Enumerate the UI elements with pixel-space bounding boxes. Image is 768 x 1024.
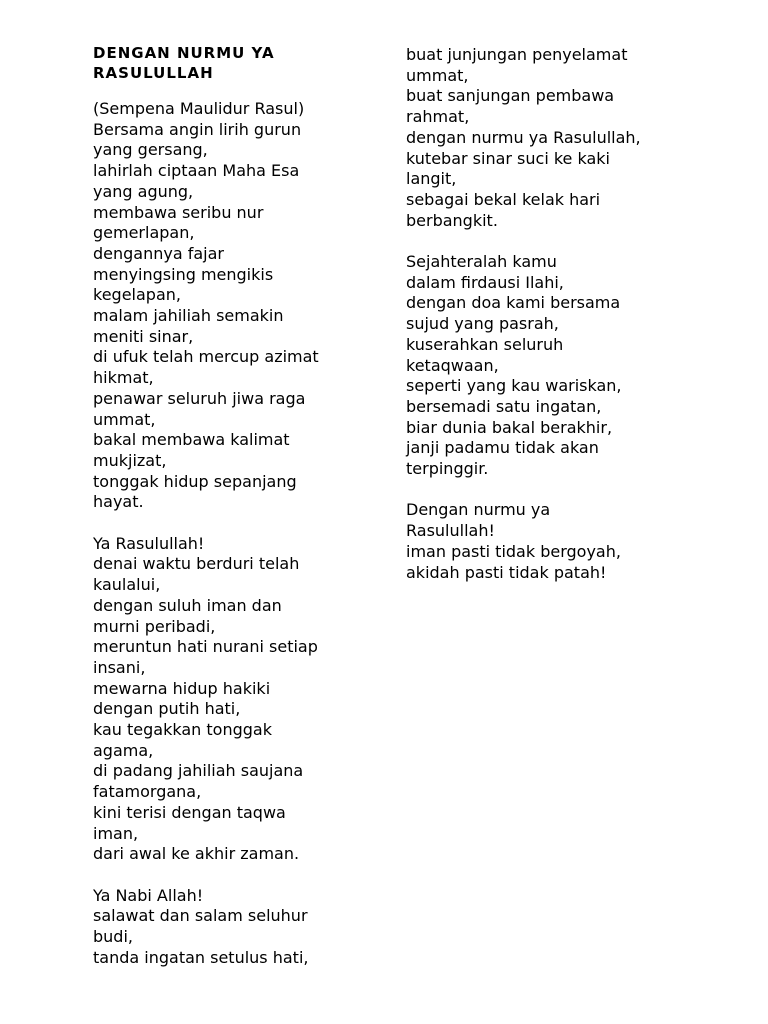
poem-line: janji padamu tidak akan: [406, 438, 599, 458]
poem-line: Rasulullah!: [406, 521, 495, 541]
stanza: [93, 534, 393, 865]
poem-line: meniti sinar,: [93, 326, 194, 346]
poem-line: hikmat,: [93, 368, 154, 388]
right-column: [406, 45, 746, 583]
poem-line: ummat,: [93, 409, 156, 429]
poem-line: hayat.: [93, 492, 144, 512]
poem-line: dari awal ke akhir zaman.: [93, 844, 300, 864]
poem-line: terpinggir.: [406, 459, 489, 479]
poem-line: agama,: [93, 740, 154, 760]
poem-line: berbangkit.: [406, 210, 498, 230]
stanza: [406, 500, 746, 583]
poem-line: fatamorgana,: [93, 782, 202, 802]
poem-line: menyingsing mengikis: [93, 264, 274, 284]
poem-line: dengan nurmu ya Rasulullah,: [406, 127, 641, 147]
poem-line: ummat,: [406, 65, 469, 85]
poem-line: bersemadi satu ingatan,: [406, 396, 602, 416]
poem-line: (Sempena Maulidur Rasul): [93, 99, 305, 118]
poem-line: Dengan nurmu ya: [406, 500, 551, 520]
poem-line: sujud yang pasrah,: [406, 314, 559, 334]
poem-line: dengan suluh iman dan: [93, 595, 282, 615]
poem-line: tanda ingatan setulus hati,: [93, 947, 309, 967]
poem-line: biar dunia bakal berakhir,: [406, 417, 613, 437]
poem-line: penawar seluruh jiwa raga: [93, 388, 306, 408]
stanza: [406, 252, 746, 480]
poem-line: ketaqwaan,: [406, 355, 499, 375]
poem-line: kini terisi dengan taqwa: [93, 802, 286, 822]
poem-line: tonggak hidup sepanjang: [93, 471, 297, 491]
poem-line: di padang jahiliah saujana: [93, 761, 304, 781]
poem-line: sebagai bekal kelak hari: [406, 189, 601, 209]
poem-line: yang agung,: [93, 181, 194, 201]
poem-line: meruntun hati nurani setiap: [93, 637, 318, 657]
poem-title: [93, 43, 393, 83]
poem-line: salawat dan salam seluhur: [93, 906, 308, 926]
poem-line: dalam firdausi Ilahi,: [406, 272, 564, 292]
poem-line: budi,: [93, 927, 133, 947]
poem-line: Sejahteralah kamu: [406, 252, 557, 272]
title-line: RASULULLAH: [93, 64, 214, 82]
poem-line: yang gersang,: [93, 140, 208, 160]
poem-line: di ufuk telah mercup azimat: [93, 347, 319, 367]
poem-line: lahirlah ciptaan Maha Esa: [93, 161, 300, 181]
poem-line: insani,: [93, 657, 146, 677]
poem-line: bakal membawa kalimat: [93, 430, 290, 450]
poem-line: akidah pasti tidak patah!: [406, 562, 607, 582]
poem-line: Ya Nabi Allah!: [93, 885, 204, 905]
poem-line: gemerlapan,: [93, 223, 195, 243]
poem-line: dengan putih hati,: [93, 699, 241, 719]
poem-line: iman,: [93, 823, 139, 843]
poem-line: mukjizat,: [93, 450, 167, 470]
poem-line: langit,: [406, 169, 457, 189]
poem-line: Bersama angin lirih gurun: [93, 119, 302, 139]
poem-line: dengannya fajar: [93, 243, 225, 263]
stanza: [93, 99, 393, 513]
poem-line: kutebar sinar suci ke kaki: [406, 148, 610, 168]
poem-line: membawa seribu nur: [93, 202, 264, 222]
poem-line: Ya Rasulullah!: [93, 533, 205, 553]
poem-line: iman pasti tidak bergoyah,: [406, 541, 621, 561]
title-line: DENGAN NURMU YA: [93, 44, 275, 62]
poem-line: buat sanjungan pembawa: [406, 86, 615, 106]
poem-line: mewarna hidup hakiki: [93, 678, 271, 698]
poem-line: kegelapan,: [93, 285, 181, 305]
poem-line: denai waktu berduri telah: [93, 554, 300, 574]
poem-line: buat junjungan penyelamat: [406, 45, 628, 64]
left-column: [93, 43, 393, 969]
poem-line: murni peribadi,: [93, 616, 216, 636]
poem-line: kuserahkan seluruh: [406, 334, 564, 354]
stanza: [406, 45, 746, 231]
poem-line: kau tegakkan tonggak: [93, 720, 272, 740]
poem-line: malam jahiliah semakin: [93, 306, 284, 326]
poem-line: kaulalui,: [93, 575, 161, 595]
poem-line: dengan doa kami bersama: [406, 293, 621, 313]
stanza: [93, 886, 393, 969]
poem-line: seperti yang kau wariskan,: [406, 376, 622, 396]
poem-line: rahmat,: [406, 107, 470, 127]
